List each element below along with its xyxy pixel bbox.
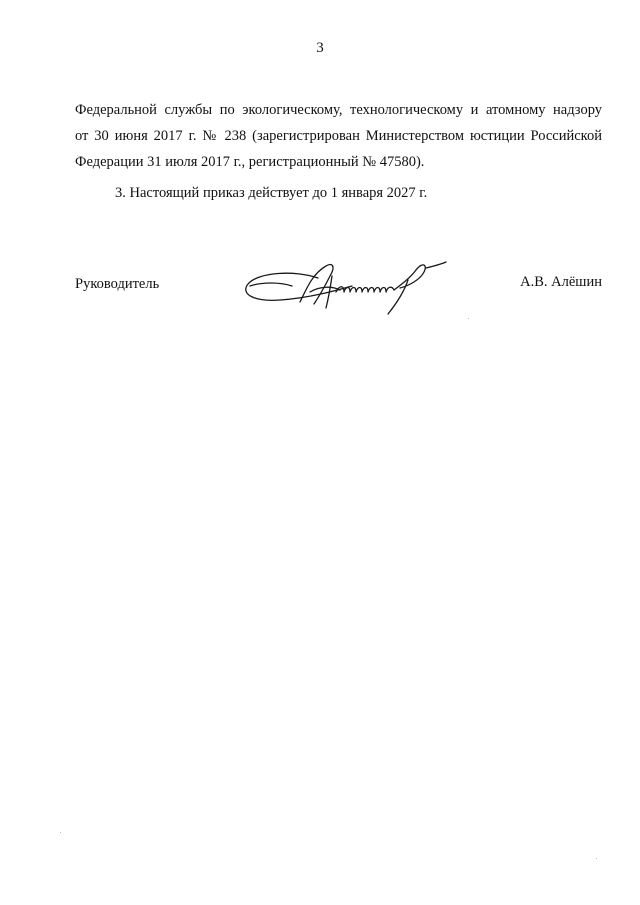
scan-speck xyxy=(468,318,469,319)
scan-speck xyxy=(596,858,597,859)
page-number: 3 xyxy=(316,40,324,56)
signatory-title: Руководитель xyxy=(75,276,160,292)
paragraph-line: от 30 июня 2017 г. № 238 (зарегистрирован Министерством юстиции Российской xyxy=(75,128,602,144)
paragraph-line: Федеральной службы по экологическому, технологическому и атомному надзору xyxy=(75,102,602,118)
handwritten-signature xyxy=(240,256,450,318)
paragraph-line: Федерации 31 июля 2017 г., регистрационный № 47580). xyxy=(75,154,425,170)
signature-block xyxy=(75,270,602,320)
signatory-name: А.В. Алёшин xyxy=(520,274,602,290)
scan-speck xyxy=(60,832,61,833)
paragraph-continuation xyxy=(75,97,602,175)
clause-3: 3. Настоящий приказ действует до 1 января 2027 г. xyxy=(115,185,428,201)
